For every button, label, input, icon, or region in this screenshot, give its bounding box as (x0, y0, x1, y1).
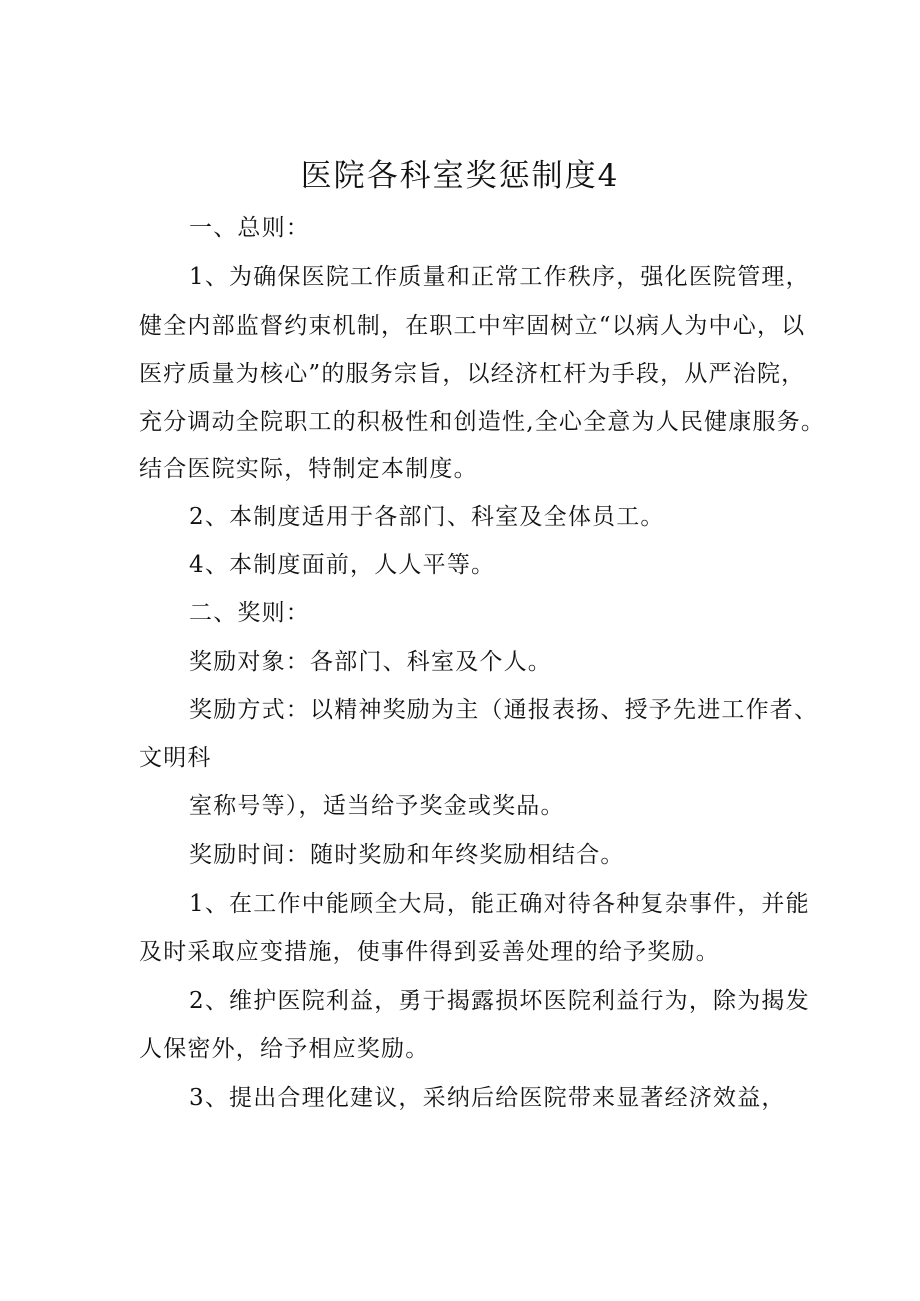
paragraph-line: 2、本制度适用于各部门、科室及全体员工。 (189, 504, 665, 530)
paragraph-line: 室称号等），适当给予奖金或奖品。 (189, 793, 565, 819)
paragraph-line: 健全内部监督约束机制，在职工中牢固树立“以病人为中心，以 (139, 313, 806, 339)
paragraph-line: 医疗质量为核心”的服务宗旨，以经济杠杆为手段，从严治院， (139, 361, 806, 387)
paragraph-line: 充分调动全院职工的积极性和创造性,全心全意为人民健康服务。 (139, 409, 826, 435)
section-heading-rewards: 二、奖则： (189, 600, 310, 626)
paragraph-line: 文明科 (139, 745, 212, 771)
paragraph-line: 人保密外，给予相应奖励。 (139, 1036, 430, 1062)
section-heading-general: 一、总则： (189, 215, 310, 241)
paragraph-line: 奖励对象：各部门、科室及个人。 (189, 649, 552, 675)
paragraph-line: 3、提出合理化建议，采纳后给医院带来显著经济效益， (189, 1085, 786, 1111)
document-title: 医院各科室奖惩制度4 (300, 158, 620, 194)
paragraph-line: 2、维护医院利益，勇于揭露损坏医院利益行为，除为揭发 (189, 988, 810, 1014)
paragraph-line: 奖励方式：以精神奖励为主（通报表扬、授予先进工作者、 (189, 697, 819, 723)
paragraph-line: 1、在工作中能顾全大局，能正确对待各种复杂事件，并能 (189, 891, 810, 917)
paragraph-line: 1、为确保医院工作质量和正常工作秩序，强化医院管理， (189, 264, 810, 290)
paragraph-line: 及时采取应变措施，使事件得到妥善处理的给予奖励。 (139, 939, 720, 965)
paragraph-line: 奖励时间：随时奖励和年终奖励相结合。 (189, 842, 625, 868)
paragraph-line: 4、本制度面前，人人平等。 (189, 552, 496, 578)
paragraph-line: 结合医院实际，特制定本制度。 (139, 456, 478, 482)
